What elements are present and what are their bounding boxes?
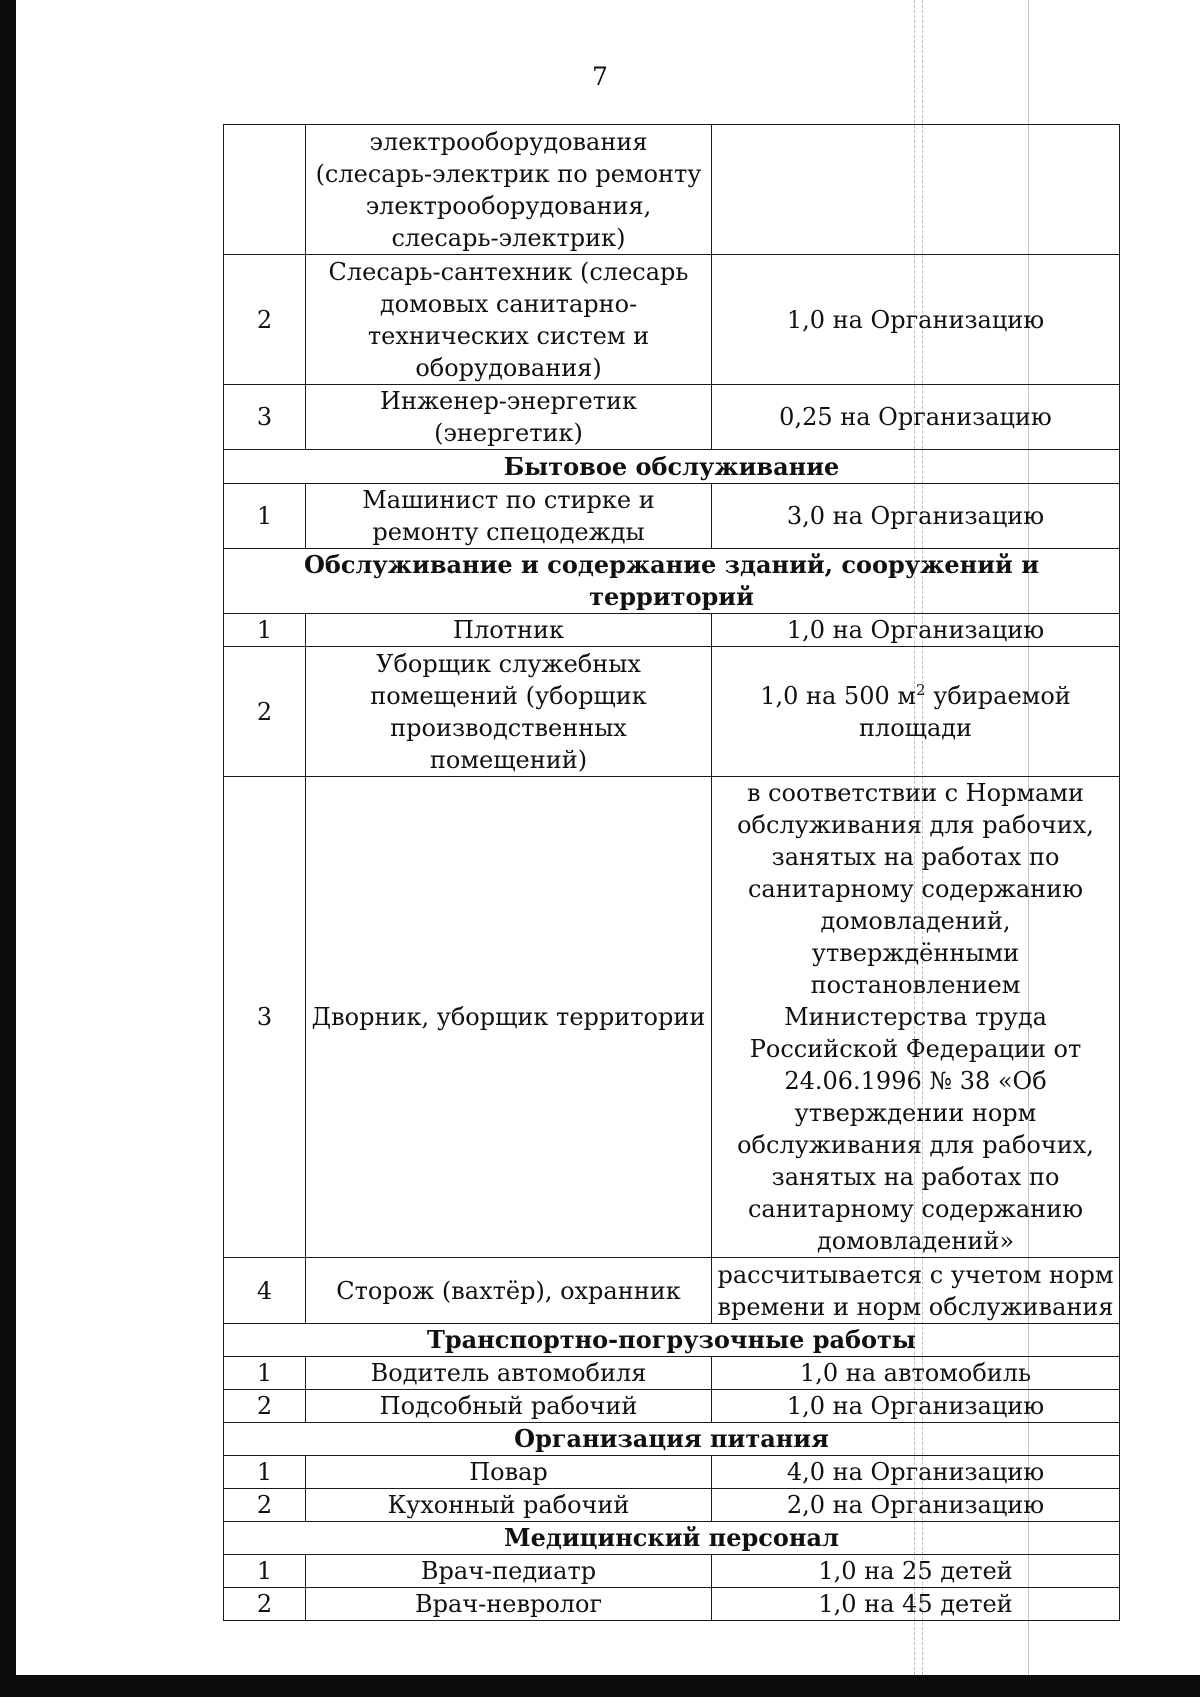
position-title: Кухонный рабочий (306, 1489, 712, 1522)
row-number: 3 (224, 777, 306, 1258)
position-title: Врач-невролог (306, 1588, 712, 1621)
staff-norm: 2,0 на Организацию (712, 1489, 1120, 1522)
position-title: Сторож (вахтёр), охранник (306, 1258, 712, 1324)
scan-bottom-edge (0, 1675, 1200, 1697)
staff-norm: 0,25 на Организацию (712, 385, 1120, 450)
position-title: Плотник (306, 614, 712, 647)
staff-norm: 1,0 на Организацию (712, 614, 1120, 647)
row-number: 1 (224, 1357, 306, 1390)
squared-superscript: 2 (916, 680, 926, 699)
section-title: Обслуживание и содержание зданий, сооружений и территорий (224, 549, 1120, 614)
row-number: 2 (224, 1588, 306, 1621)
staff-norm: 1,0 на Организацию (712, 255, 1120, 385)
staff-norm (712, 125, 1120, 255)
section-title: Транспортно-погрузочные работы (224, 1324, 1120, 1357)
table-row (224, 125, 1120, 255)
row-number: 4 (224, 1258, 306, 1324)
staff-norm: 1,0 на 45 детей (712, 1588, 1120, 1621)
section-title: Организация питания (224, 1423, 1120, 1456)
position-title: Машинист по стирке и ремонту спецодежды (306, 484, 712, 549)
table-row (224, 1456, 1120, 1489)
section-title: Медицинский персонал (224, 1522, 1120, 1555)
staff-norm-text: 1,0 на 500 м (760, 681, 917, 710)
row-number: 3 (224, 385, 306, 450)
staffing-table (223, 124, 1120, 1621)
position-title: Повар (306, 1456, 712, 1489)
row-number: 1 (224, 484, 306, 549)
table-row (224, 1555, 1120, 1588)
section-row (224, 450, 1120, 484)
position-title: Подсобный рабочий (306, 1390, 712, 1423)
table-row (224, 484, 1120, 549)
section-row (224, 549, 1120, 614)
table-row (224, 385, 1120, 450)
scan-left-edge (0, 0, 16, 1697)
row-number: 1 (224, 1456, 306, 1489)
row-number (224, 125, 306, 255)
table-row (224, 255, 1120, 385)
section-row (224, 1522, 1120, 1555)
table-row (224, 1489, 1120, 1522)
position-title: Дворник, уборщик территории (306, 777, 712, 1258)
staff-norm-text: убираемой площади (858, 681, 1071, 742)
position-title: Врач-педиатр (306, 1555, 712, 1588)
staff-norm: рассчитывается с учетом норм времени и норм обслуживания (712, 1258, 1120, 1324)
table-row (224, 1258, 1120, 1324)
staff-norm: 3,0 на Организацию (712, 484, 1120, 549)
table-row (224, 1390, 1120, 1423)
staff-norm (712, 647, 1120, 777)
table-row (224, 777, 1120, 1258)
table-row (224, 647, 1120, 777)
staff-norm: в соответствии с Нормами обслуживания для рабочих, занятых на работах по санитарному содержанию домовладений, утверждёнными постановлением Министерства труда Российской Федерации от 24.06.1996 № 38 «Об утверждении норм обслуживания для рабочих, занятых на работах по санитарному содержанию домовладений» (712, 777, 1120, 1258)
position-title: Уборщик служебных помещений (уборщик производственных помещений) (306, 647, 712, 777)
table-row (224, 1588, 1120, 1621)
position-title: Слесарь-сантехник (слесарь домовых санитарно-технических систем и оборудования) (306, 255, 712, 385)
row-number: 2 (224, 647, 306, 777)
staff-norm: 1,0 на автомобиль (712, 1357, 1120, 1390)
table-row (224, 614, 1120, 647)
row-number: 2 (224, 1390, 306, 1423)
page-number: 7 (592, 62, 608, 91)
row-number: 2 (224, 255, 306, 385)
row-number: 2 (224, 1489, 306, 1522)
staff-norm: 4,0 на Организацию (712, 1456, 1120, 1489)
table-row (224, 1357, 1120, 1390)
row-number: 1 (224, 1555, 306, 1588)
section-row (224, 1324, 1120, 1357)
section-row (224, 1423, 1120, 1456)
row-number: 1 (224, 614, 306, 647)
position-title: Водитель автомобиля (306, 1357, 712, 1390)
staff-norm: 1,0 на 25 детей (712, 1555, 1120, 1588)
position-title: Инженер-энергетик (энергетик) (306, 385, 712, 450)
position-title: электрооборудования (слесарь-электрик по ремонту электрооборудования, слесарь-электрик) (306, 125, 712, 255)
section-title: Бытовое обслуживание (224, 450, 1120, 484)
staff-norm: 1,0 на Организацию (712, 1390, 1120, 1423)
